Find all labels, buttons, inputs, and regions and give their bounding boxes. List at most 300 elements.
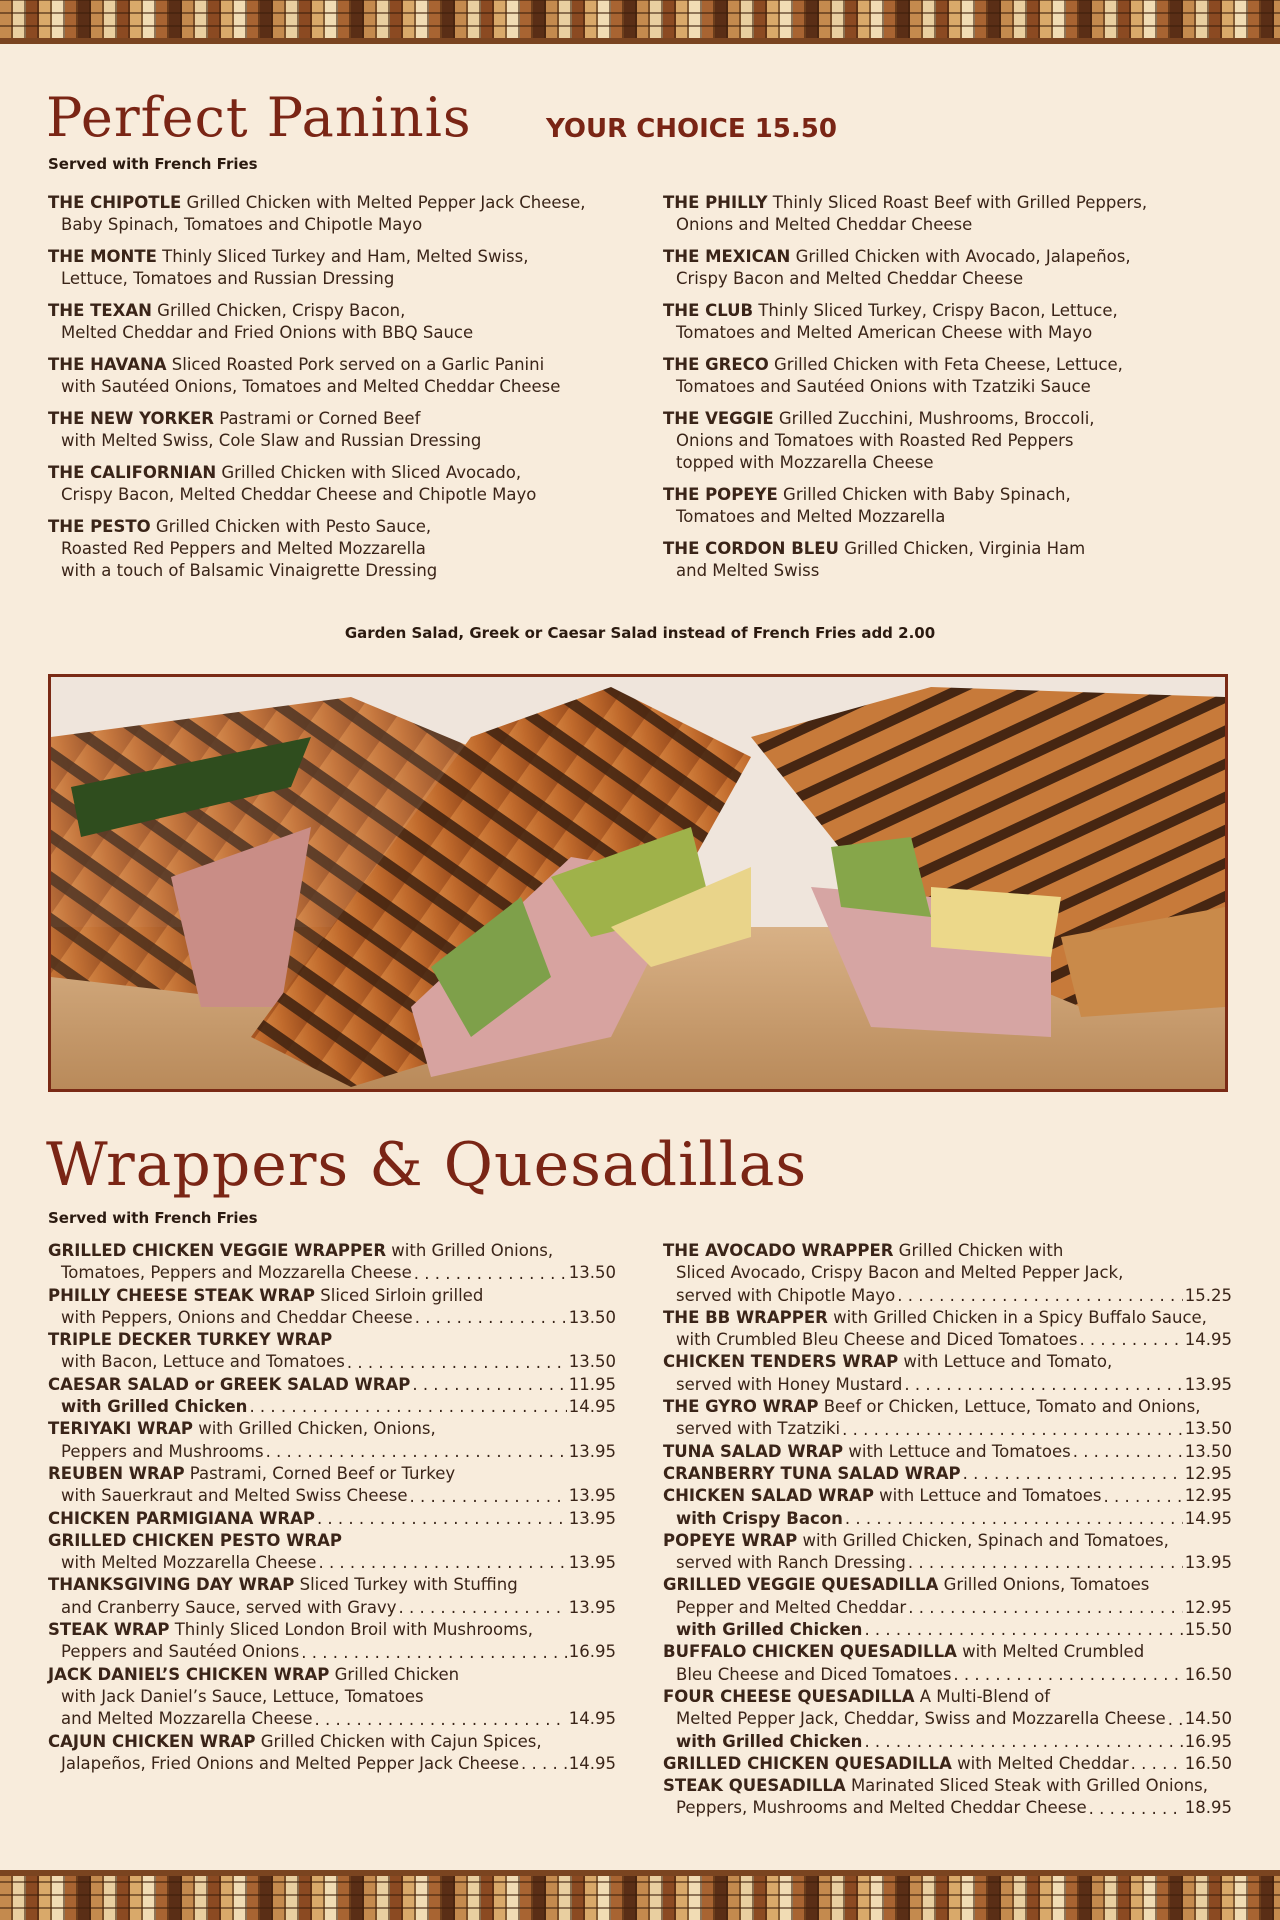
item-description-line: with Melted Swiss, Cole Slaw and Russian Dressing — [61, 431, 482, 450]
menu-row — [48, 1463, 616, 1485]
item-name: THE GRECO — [663, 355, 769, 374]
menu-row — [663, 1307, 1232, 1329]
item-description: with Crumbled Bleu Cheese and Diced Tomatoes — [676, 1330, 1078, 1350]
item-name: REUBEN WRAP — [48, 1463, 185, 1483]
dot-leader — [398, 1597, 566, 1619]
row-text — [663, 1351, 1112, 1373]
item-name: with Grilled Chicken — [61, 1397, 248, 1417]
item-name: THE CALIFORNIAN — [48, 463, 217, 482]
item-name: THANKSGIVING DAY WRAP — [48, 1575, 295, 1595]
dot-leader — [1079, 1329, 1182, 1351]
row-text — [663, 1262, 1123, 1284]
item-description: A Multi-Blend of — [914, 1686, 1051, 1706]
item-description: served with Tzatziki — [676, 1419, 841, 1439]
item-description-line: Onions and Tomatoes with Roasted Red Peppers — [676, 431, 1074, 450]
item-description: served with Ranch Dressing — [676, 1553, 906, 1573]
item-description-line: topped with Mozzarella Cheese — [676, 453, 934, 472]
dot-leader — [897, 1285, 1183, 1307]
menu-item — [48, 408, 648, 452]
item-price: 13.95 — [568, 1597, 616, 1617]
menu-row — [663, 1240, 1232, 1262]
menu-row — [663, 1329, 1232, 1351]
row-text — [663, 1686, 1050, 1708]
item-description: Pastrami or Corned Beef — [213, 409, 421, 428]
dot-leader — [1131, 1753, 1183, 1775]
paninis-title: Perfect Paninis — [46, 86, 472, 149]
row-text — [663, 1285, 895, 1307]
item-description: with Grilled Onions, — [386, 1241, 554, 1260]
item-name: CHICKEN PARMIGIANA WRAP — [48, 1508, 315, 1528]
row-text — [48, 1418, 436, 1440]
item-description: with Melted Crumbled — [956, 1642, 1145, 1662]
row-text — [663, 1552, 906, 1574]
menu-row — [48, 1329, 616, 1351]
item-description-line: and Melted Swiss — [676, 561, 820, 580]
row-text — [663, 1374, 902, 1396]
dot-leader — [1073, 1441, 1183, 1463]
menu-row — [48, 1641, 616, 1663]
row-text — [48, 1508, 315, 1530]
item-price: 13.50 — [568, 1352, 616, 1372]
row-text — [48, 1240, 553, 1262]
row-text — [663, 1619, 862, 1641]
item-description: with Lettuce and Tomatoes — [843, 1441, 1071, 1461]
menu-item — [663, 408, 1263, 474]
row-text — [663, 1307, 1207, 1329]
item-name: GRILLED VEGGIE QUESADILLA — [663, 1575, 939, 1595]
item-description: with Peppers, Onions and Cheddar Cheese — [61, 1307, 413, 1327]
item-name: PHILLY CHEESE STEAK WRAP — [48, 1285, 316, 1305]
menu-row — [663, 1262, 1232, 1284]
item-description: Tomatoes, Peppers and Mozzarella Cheese — [61, 1263, 412, 1283]
item-description-line: Lettuce, Tomatoes and Russian Dressing — [61, 269, 395, 288]
row-text — [48, 1619, 533, 1641]
wraps-right-column — [663, 1240, 1232, 1820]
item-name: CHICKEN TENDERS WRAP — [663, 1352, 899, 1372]
item-name: CRANBERRY TUNA SALAD WRAP — [663, 1463, 961, 1483]
item-description: Sliced Roasted Pork served on a Garlic Panini — [166, 355, 545, 374]
wraps-title: Wrappers & Quesadillas — [46, 1130, 808, 1200]
item-description: Grilled Chicken with Feta Cheese, Lettuce, — [768, 355, 1123, 374]
item-name: THE PESTO — [48, 517, 151, 536]
item-price: 11.95 — [568, 1374, 616, 1394]
paninis-price-label: YOUR CHOICE 15.50 — [546, 114, 837, 144]
menu-row — [663, 1731, 1232, 1753]
menu-row — [663, 1418, 1232, 1440]
item-description: Thinly Sliced Turkey and Ham, Melted Swiss, — [156, 247, 529, 266]
item-description: Thinly Sliced London Broil with Mushrooms, — [169, 1620, 533, 1640]
row-text — [663, 1664, 951, 1686]
menu-row — [663, 1797, 1232, 1819]
row-text — [663, 1731, 862, 1753]
item-price: 14.95 — [1184, 1330, 1232, 1350]
dot-leader — [864, 1731, 1182, 1753]
dot-leader — [1104, 1486, 1183, 1508]
dot-leader — [412, 1374, 566, 1396]
dot-leader — [953, 1664, 1182, 1686]
item-description-line: Roasted Red Peppers and Melted Mozzarella — [61, 539, 426, 558]
row-text — [48, 1307, 413, 1329]
item-description: with Grilled Chicken in a Spicy Buffalo Sauce, — [827, 1307, 1207, 1327]
item-name: GRILLED CHICKEN QUESADILLA — [663, 1753, 952, 1773]
row-text — [48, 1686, 424, 1708]
item-description: Pepper and Melted Cheddar — [676, 1597, 907, 1617]
row-text — [48, 1374, 410, 1396]
menu-row — [663, 1753, 1232, 1775]
menu-row — [663, 1574, 1232, 1596]
salad-substitution-note: Garden Salad, Greek or Caesar Salad instead of French Fries add 2.00 — [344, 624, 936, 642]
wraps-left-column — [48, 1240, 616, 1775]
row-text — [48, 1641, 299, 1663]
item-description: Sliced Sirloin grilled — [315, 1285, 484, 1305]
menu-item — [663, 354, 1263, 398]
row-text — [663, 1463, 961, 1485]
item-description: served with Chipotle Mayo — [676, 1285, 896, 1305]
menu-row — [663, 1351, 1232, 1373]
item-name: THE NEW YORKER — [48, 409, 214, 428]
item-description-line: Baby Spinach, Tomatoes and Chipotle Mayo — [61, 215, 423, 234]
item-name: TRIPLE DECKER TURKEY WRAP — [48, 1330, 333, 1350]
item-price: 13.95 — [568, 1508, 616, 1528]
dot-leader — [317, 1508, 567, 1530]
item-description: with Melted Mozzarella Cheese — [61, 1553, 317, 1573]
item-description: Grilled Chicken with Melted Pepper Jack Cheese, — [181, 193, 586, 212]
row-text — [48, 1552, 316, 1574]
dot-leader — [1168, 1709, 1183, 1731]
menu-row — [663, 1619, 1232, 1641]
item-price: 13.95 — [568, 1486, 616, 1506]
item-name: POPEYE WRAP — [663, 1530, 798, 1550]
row-text — [48, 1441, 264, 1463]
item-description-line: with Sautéed Onions, Tomatoes and Melted Cheddar Cheese — [61, 377, 561, 396]
item-name: FOUR CHEESE QUESADILLA — [663, 1686, 915, 1706]
item-name: GRILLED CHICKEN VEGGIE WRAPPER — [48, 1241, 387, 1260]
menu-row — [663, 1508, 1232, 1530]
menu-item — [48, 246, 648, 290]
item-description-line: Melted Cheddar and Fried Onions with BBQ Sauce — [61, 323, 474, 342]
menu-row — [663, 1641, 1232, 1663]
paninis-served-note: Served with French Fries — [48, 155, 258, 173]
dot-leader — [904, 1374, 1182, 1396]
item-description: with Grilled Chicken, Onions, — [192, 1419, 436, 1439]
menu-row — [48, 1351, 616, 1373]
item-price: 16.50 — [1184, 1664, 1232, 1684]
menu-row — [48, 1485, 616, 1507]
menu-row — [663, 1285, 1232, 1307]
row-text — [663, 1508, 843, 1530]
item-description: Peppers and Sautéed Onions — [61, 1642, 300, 1662]
item-name: with Crispy Bacon — [676, 1508, 843, 1528]
item-description: Grilled Chicken with Baby Spinach, — [777, 485, 1071, 504]
item-price: 14.95 — [568, 1709, 616, 1729]
menu-row — [48, 1731, 616, 1753]
item-description: Grilled Chicken with Sliced Avocado, — [216, 463, 522, 482]
menu-row — [663, 1485, 1232, 1507]
row-text — [48, 1574, 518, 1596]
item-price: 12.95 — [1184, 1463, 1232, 1483]
item-description: with Grilled Chicken, Spinach and Tomatoes, — [797, 1530, 1169, 1550]
item-price: 16.95 — [1184, 1731, 1232, 1751]
wraps-served-note: Served with French Fries — [48, 1209, 258, 1227]
item-name: THE HAVANA — [48, 355, 167, 374]
item-description-line: Tomatoes and Sautéed Onions with Tzatziki Sauce — [676, 377, 1091, 396]
item-name: JACK DANIEL’S CHICKEN WRAP — [48, 1664, 330, 1684]
row-text — [663, 1708, 1166, 1730]
menu-row — [663, 1530, 1232, 1552]
paninis-left-column — [48, 192, 648, 592]
menu-row — [48, 1285, 616, 1307]
row-text — [48, 1351, 345, 1373]
dot-leader — [347, 1352, 567, 1374]
item-description: Pastrami, Corned Beef or Turkey — [184, 1463, 456, 1483]
menu-row — [663, 1396, 1232, 1418]
item-name: with Grilled Chicken — [676, 1731, 863, 1751]
item-description: Peppers and Mushrooms — [61, 1441, 264, 1461]
item-price: 13.50 — [568, 1307, 616, 1327]
menu-item — [663, 300, 1263, 344]
dot-leader — [908, 1552, 1183, 1574]
item-price: 12.95 — [1184, 1597, 1232, 1617]
item-description: Thinly Sliced Roast Beef with Grilled Peppers, — [767, 193, 1148, 212]
menu-row — [663, 1463, 1232, 1485]
item-description: Grilled Chicken with Cajun Spices, — [255, 1731, 542, 1751]
dot-leader — [908, 1597, 1183, 1619]
item-description: served with Honey Mustard — [676, 1374, 903, 1394]
item-price: 16.50 — [1184, 1753, 1232, 1773]
row-text — [663, 1797, 1087, 1819]
row-text — [48, 1731, 542, 1753]
item-price: 13.95 — [568, 1553, 616, 1573]
item-description: Grilled Chicken — [329, 1664, 460, 1684]
item-price: 13.50 — [568, 1263, 616, 1283]
item-description-line: Tomatoes and Melted American Cheese with Mayo — [676, 323, 1093, 342]
menu-row — [48, 1508, 616, 1530]
item-name: THE CORDON BLEU — [663, 539, 839, 558]
item-price: 18.95 — [1184, 1798, 1232, 1818]
item-name: THE BB WRAPPER — [663, 1307, 828, 1327]
row-text — [663, 1753, 1129, 1775]
menu-item — [663, 538, 1263, 582]
menu-row — [48, 1686, 616, 1708]
item-name: BUFFALO CHICKEN QUESADILLA — [663, 1642, 957, 1662]
item-name: THE CHIPOTLE — [48, 193, 182, 212]
item-description: Beef or Chicken, Lettuce, Tomato and Onions, — [818, 1397, 1201, 1417]
item-price: 13.50 — [1184, 1419, 1232, 1439]
item-description: Sliced Turkey with Stuffing — [294, 1575, 518, 1595]
row-text — [663, 1574, 1149, 1596]
menu-row — [663, 1775, 1232, 1797]
item-price: 13.95 — [568, 1441, 616, 1461]
menu-item — [663, 484, 1263, 528]
dot-leader — [249, 1396, 566, 1418]
item-name: THE CLUB — [663, 301, 754, 320]
row-text — [663, 1396, 1200, 1418]
item-description-line: Crispy Bacon and Melted Cheddar Cheese — [676, 269, 1024, 288]
item-name: THE VEGGIE — [663, 409, 774, 428]
item-name: STEAK WRAP — [48, 1620, 170, 1640]
item-description: Bleu Cheese and Diced Tomatoes — [676, 1664, 952, 1684]
item-description: with Lettuce and Tomato, — [898, 1352, 1113, 1372]
menu-row — [48, 1262, 616, 1284]
row-text — [48, 1396, 247, 1418]
item-description-line: with a touch of Balsamic Vinaigrette Dressing — [61, 561, 438, 580]
row-text — [48, 1530, 342, 1552]
menu-row — [663, 1374, 1232, 1396]
menu-item — [663, 246, 1263, 290]
item-price: 14.95 — [568, 1753, 616, 1773]
menu-row — [48, 1574, 616, 1596]
item-name: CAJUN CHICKEN WRAP — [48, 1731, 256, 1751]
item-name: THE TEXAN — [48, 301, 152, 320]
item-description-line: Onions and Melted Cheddar Cheese — [676, 215, 973, 234]
item-name: STEAK QUESADILLA — [663, 1776, 846, 1796]
dot-leader — [318, 1552, 566, 1574]
item-name: TERIYAKI WRAP — [48, 1419, 193, 1439]
item-price: 14.95 — [1184, 1508, 1232, 1528]
item-price: 12.95 — [1184, 1486, 1232, 1506]
item-name: CAESAR SALAD or GREEK SALAD WRAP — [48, 1374, 411, 1394]
menu-row — [48, 1418, 616, 1440]
item-description: with Jack Daniel’s Sauce, Lettuce, Tomatoes — [61, 1686, 424, 1706]
dot-leader — [845, 1508, 1183, 1530]
row-text — [48, 1753, 519, 1775]
dot-leader — [842, 1419, 1183, 1441]
item-description: Jalapeños, Fried Onions and Melted Pepper Jack Cheese — [61, 1753, 520, 1773]
menu-item — [48, 462, 648, 506]
menu-item — [663, 192, 1263, 236]
item-name: THE MONTE — [48, 247, 157, 266]
menu-row — [663, 1597, 1232, 1619]
menu-row — [48, 1374, 616, 1396]
dot-leader — [301, 1642, 567, 1664]
row-text — [663, 1530, 1169, 1552]
menu-row — [663, 1552, 1232, 1574]
item-price: 14.95 — [568, 1397, 616, 1417]
menu-row — [48, 1664, 616, 1686]
row-text — [663, 1485, 1102, 1507]
dot-leader — [315, 1709, 567, 1731]
menu-row — [48, 1619, 616, 1641]
item-description: Sliced Avocado, Crispy Bacon and Melted Pepper Jack, — [676, 1263, 1124, 1283]
item-name: THE PHILLY — [663, 193, 768, 212]
item-description: Grilled Chicken with Pesto Sauce, — [150, 517, 432, 536]
menu-row — [663, 1441, 1232, 1463]
menu-row — [48, 1708, 616, 1730]
item-description: with Lettuce and Tomatoes — [873, 1486, 1102, 1506]
row-text — [48, 1664, 459, 1686]
item-description: Grilled Chicken with Avocado, Jalapeños, — [790, 247, 1131, 266]
row-text — [48, 1329, 332, 1351]
row-text — [48, 1485, 407, 1507]
row-text — [663, 1418, 840, 1440]
item-price: 16.95 — [568, 1642, 616, 1662]
item-name: CHICKEN SALAD WRAP — [663, 1486, 874, 1506]
row-text — [48, 1262, 412, 1284]
row-text — [48, 1285, 483, 1307]
panini-photo — [48, 674, 1228, 1092]
item-price: 14.50 — [1184, 1709, 1232, 1729]
item-description: Grilled Zucchini, Mushrooms, Broccoli, — [773, 409, 1095, 428]
dot-leader — [414, 1263, 567, 1285]
item-name: THE MEXICAN — [663, 247, 791, 266]
menu-row — [663, 1664, 1232, 1686]
item-description: with Bacon, Lettuce and Tomatoes — [61, 1352, 345, 1372]
item-description: and Melted Mozzarella Cheese — [61, 1709, 313, 1729]
row-text — [663, 1597, 906, 1619]
row-text — [663, 1441, 1071, 1463]
menu-row — [48, 1396, 616, 1418]
row-text — [663, 1641, 1144, 1663]
menu-item — [48, 354, 648, 398]
item-description-line: Crispy Bacon, Melted Cheddar Cheese and Chipotle Mayo — [61, 485, 537, 504]
item-description: with Sauerkraut and Melted Swiss Cheese — [61, 1486, 408, 1506]
row-text — [663, 1240, 1063, 1262]
item-price: 15.25 — [1184, 1285, 1232, 1305]
item-name: THE POPEYE — [663, 485, 778, 504]
paninis-right-column — [663, 192, 1263, 592]
dot-leader — [409, 1486, 566, 1508]
bottom-mosaic-border — [0, 1870, 1280, 1920]
menu-row — [663, 1708, 1232, 1730]
item-price: 13.95 — [1184, 1553, 1232, 1573]
menu-row — [48, 1307, 616, 1329]
row-text — [48, 1708, 313, 1730]
menu-row — [48, 1240, 616, 1262]
item-price: 13.95 — [1184, 1374, 1232, 1394]
dot-leader — [266, 1441, 567, 1463]
dot-leader — [963, 1463, 1183, 1485]
panini-photo-illustration — [51, 677, 1225, 1089]
item-description: Grilled Onions, Tomatoes — [938, 1575, 1150, 1595]
item-description: Grilled Chicken, Crispy Bacon, — [151, 301, 406, 320]
row-text — [48, 1597, 396, 1619]
menu-row — [48, 1441, 616, 1463]
item-description: Thinly Sliced Turkey, Crispy Bacon, Lettuce, — [753, 301, 1118, 320]
item-description: Melted Pepper Jack, Cheddar, Swiss and Mozzarella Cheese — [676, 1709, 1166, 1729]
dot-leader — [521, 1753, 567, 1775]
menu-row — [48, 1597, 616, 1619]
item-price: 15.50 — [1184, 1620, 1232, 1640]
dot-leader — [864, 1619, 1182, 1641]
item-name: GRILLED CHICKEN PESTO WRAP — [48, 1530, 342, 1550]
top-mosaic-border — [0, 0, 1280, 44]
item-description: and Cranberry Sauce, served with Gravy — [61, 1597, 397, 1617]
item-description-line: Tomatoes and Melted Mozzarella — [676, 507, 946, 526]
dot-leader — [415, 1307, 567, 1329]
menu-item — [48, 516, 648, 582]
item-description: with Melted Cheddar — [951, 1753, 1129, 1773]
row-text — [663, 1775, 1208, 1797]
item-description: Grilled Chicken with — [893, 1241, 1064, 1260]
item-price: 13.50 — [1184, 1441, 1232, 1461]
menu-item — [48, 300, 648, 344]
row-text — [663, 1329, 1077, 1351]
menu-row — [663, 1686, 1232, 1708]
menu-row — [48, 1530, 616, 1552]
item-name: THE AVOCADO WRAPPER — [663, 1241, 894, 1260]
item-description: Marinated Sliced Steak with Grilled Onions, — [845, 1776, 1209, 1796]
item-name: TUNA SALAD WRAP — [663, 1441, 844, 1461]
menu-item — [48, 192, 648, 236]
item-description: Grilled Chicken, Virginia Ham — [838, 539, 1086, 558]
menu-row — [48, 1552, 616, 1574]
item-name: THE GYRO WRAP — [663, 1397, 819, 1417]
row-text — [48, 1463, 455, 1485]
item-description: Peppers, Mushrooms and Melted Cheddar Cheese — [676, 1798, 1087, 1818]
item-name: with Grilled Chicken — [676, 1620, 863, 1640]
menu-row — [48, 1753, 616, 1775]
dot-leader — [1089, 1798, 1183, 1820]
